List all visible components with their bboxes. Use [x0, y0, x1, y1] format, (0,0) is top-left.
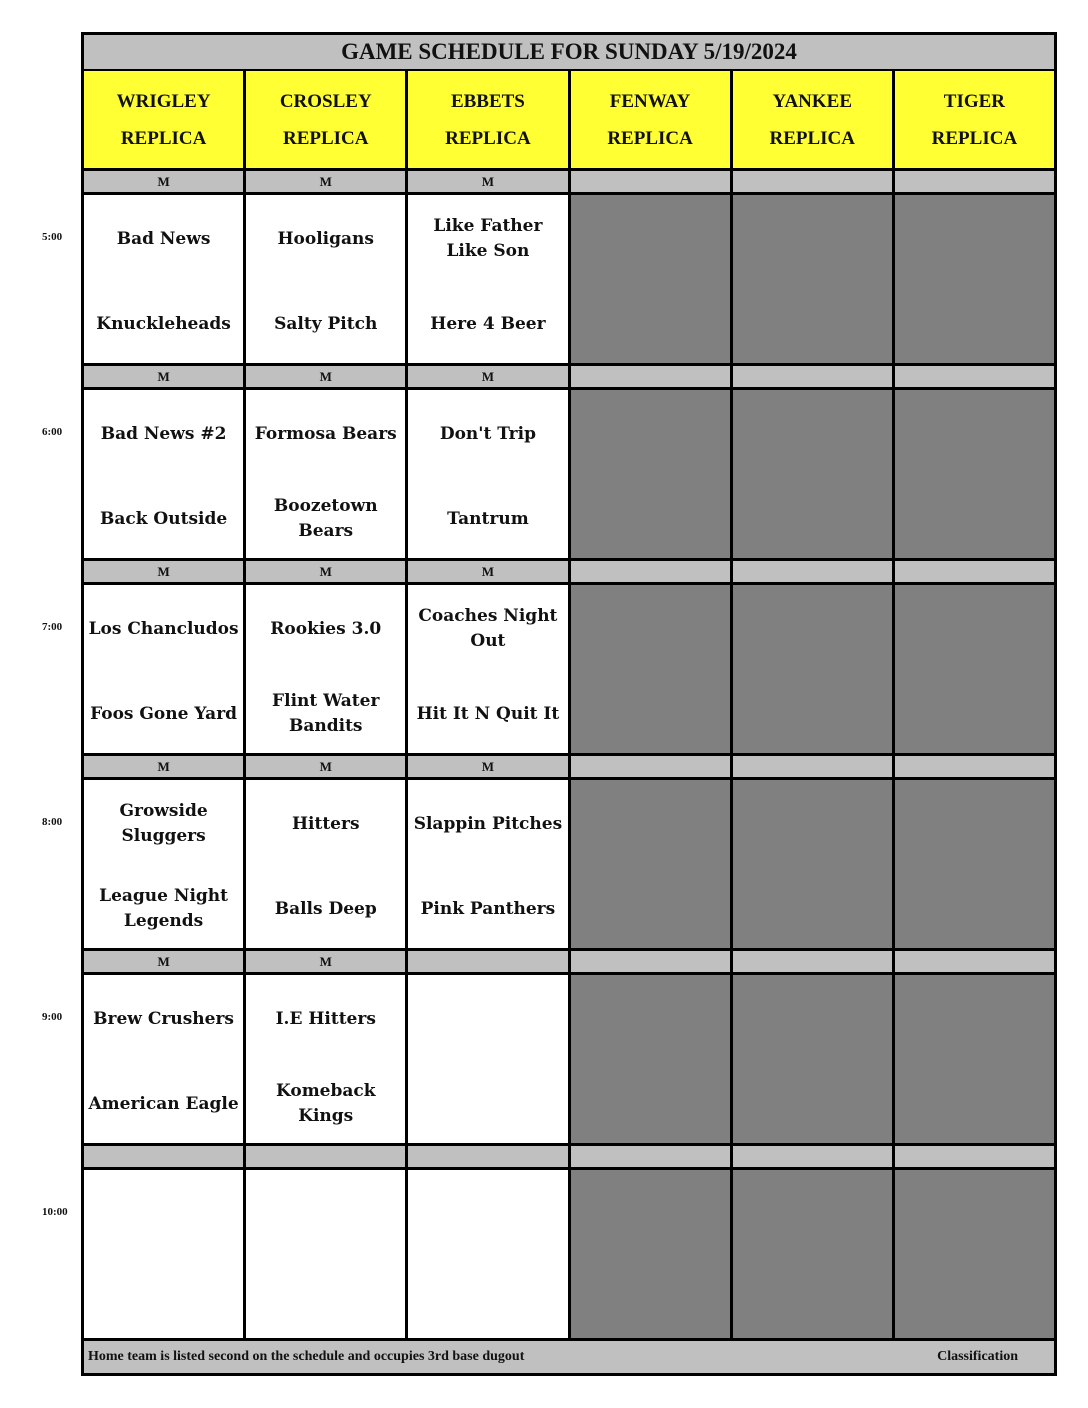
classification-strip	[571, 366, 730, 387]
time-label: 10:00	[42, 1206, 68, 1218]
footer-note: Home team is listed second on the schedule and occupies 3rd base dugout	[88, 1349, 525, 1364]
visiting-team: Like Father Like Son	[433, 216, 543, 261]
unused-field-cell	[733, 585, 892, 753]
schedule-title: GAME SCHEDULE FOR SUNDAY 5/19/2024	[84, 35, 1054, 71]
classification-strip: M	[408, 756, 567, 777]
visiting-team: Rookies 3.0	[270, 618, 382, 639]
home-team: Salty Pitch	[274, 313, 378, 334]
field-subtitle: REPLICA	[120, 127, 207, 149]
schedule-sheet	[81, 32, 1057, 1376]
classification-strip: M	[246, 756, 405, 777]
classification-strip: M	[246, 561, 405, 582]
game-cell	[408, 390, 567, 558]
classification-strip	[733, 951, 892, 972]
classification-strip: M	[246, 366, 405, 387]
classification-strip: M	[408, 561, 567, 582]
home-team: Pink Panthers	[420, 898, 556, 919]
home-team: League Night Legends	[99, 886, 229, 931]
visiting-team: Hitters	[291, 813, 360, 834]
field-subtitle: REPLICA	[282, 127, 369, 149]
visiting-team: Slappin Pitches	[413, 813, 563, 834]
game-cell	[246, 390, 405, 558]
classification-strip	[408, 1146, 567, 1167]
home-team	[410, 1074, 565, 1134]
field-header-yankee	[733, 71, 892, 168]
classification-strip	[408, 951, 567, 972]
field-subtitle: REPLICA	[931, 127, 1018, 149]
field-subtitle: REPLICA	[769, 127, 855, 149]
game-cell	[408, 585, 567, 753]
game-cell	[84, 780, 243, 948]
field-name: EBBETS	[450, 90, 525, 112]
visiting-team: Bad News	[116, 228, 211, 249]
field-name: CROSLEY	[279, 90, 372, 112]
classification-strip	[733, 756, 892, 777]
home-team: Back Outside	[99, 508, 228, 529]
unused-field-cell	[895, 975, 1054, 1143]
classification-strip: M	[408, 171, 567, 192]
home-team	[86, 1269, 241, 1329]
home-team: Komeback Kings	[275, 1081, 376, 1126]
classification-strip	[571, 756, 730, 777]
home-team: Here 4 Beer	[430, 313, 546, 334]
footer-classification-label: Classification	[937, 1349, 1018, 1364]
classification-strip	[571, 1146, 730, 1167]
home-team	[410, 1269, 565, 1329]
unused-field-cell	[571, 1170, 730, 1338]
field-header-wrigley	[84, 71, 243, 168]
field-subtitle: REPLICA	[607, 127, 693, 149]
unused-field-cell	[895, 780, 1054, 948]
game-cell	[408, 780, 567, 948]
visiting-team: Coaches Night Out	[418, 606, 558, 651]
classification-strip: M	[84, 171, 243, 192]
field-name: WRIGLEY	[116, 90, 211, 112]
unused-field-cell	[895, 390, 1054, 558]
unused-field-cell	[895, 195, 1054, 363]
game-cell	[246, 780, 405, 948]
field-name: YANKEE	[772, 90, 853, 112]
game-cell	[84, 390, 243, 558]
classification-strip	[571, 951, 730, 972]
unused-field-cell	[571, 390, 730, 558]
classification-strip	[733, 561, 892, 582]
classification-strip: M	[84, 951, 243, 972]
home-team: Balls Deep	[274, 898, 377, 919]
game-cell	[246, 975, 405, 1143]
unused-field-cell	[571, 195, 730, 363]
classification-strip	[895, 1146, 1054, 1167]
visiting-team: Brew Crushers	[93, 1008, 234, 1029]
classification-strip	[571, 171, 730, 192]
visiting-team	[248, 1184, 403, 1244]
game-cell	[246, 195, 405, 363]
classification-strip	[895, 561, 1054, 582]
classification-strip	[84, 1146, 243, 1167]
game-cell	[84, 195, 243, 363]
game-cell	[84, 1170, 243, 1338]
time-label: 7:00	[42, 621, 63, 633]
visiting-team	[410, 1184, 565, 1244]
home-team: Knuckleheads	[96, 313, 231, 334]
visiting-team	[86, 1184, 241, 1244]
visiting-team: Hooligans	[277, 228, 374, 249]
classification-strip: M	[408, 366, 567, 387]
classification-strip	[895, 366, 1054, 387]
home-team: Foos Gone Yard	[90, 703, 238, 724]
time-label: 6:00	[42, 426, 63, 438]
unused-field-cell	[733, 390, 892, 558]
classification-strip: M	[84, 366, 243, 387]
field-subtitle: REPLICA	[445, 127, 531, 149]
game-cell	[408, 195, 567, 363]
unused-field-cell	[895, 1170, 1054, 1338]
field-header-fenway	[571, 71, 730, 168]
time-label: 5:00	[42, 231, 63, 243]
home-team: American Eagle	[88, 1093, 239, 1114]
visiting-team: Growside Sluggers	[119, 801, 208, 846]
game-cell	[408, 975, 567, 1143]
classification-strip: M	[84, 756, 243, 777]
game-cell	[408, 1170, 567, 1338]
unused-field-cell	[895, 585, 1054, 753]
schedule-grid	[84, 71, 1054, 1338]
classification-strip: M	[246, 171, 405, 192]
home-team: Boozetown Bears	[273, 496, 378, 541]
classification-strip	[733, 171, 892, 192]
game-cell	[246, 1170, 405, 1338]
field-name: FENWAY	[609, 90, 691, 112]
visiting-team	[410, 989, 565, 1049]
unused-field-cell	[733, 1170, 892, 1338]
classification-strip: M	[246, 951, 405, 972]
home-team: Hit It N Quit It	[416, 703, 560, 724]
footer-bar	[84, 1338, 1054, 1373]
field-header-crosley	[246, 71, 405, 168]
unused-field-cell	[571, 975, 730, 1143]
home-team: Flint Water Bandits	[272, 691, 380, 736]
unused-field-cell	[733, 780, 892, 948]
unused-field-cell	[571, 780, 730, 948]
home-team	[248, 1269, 403, 1329]
classification-strip	[895, 951, 1054, 972]
classification-strip	[571, 561, 730, 582]
time-label: 8:00	[42, 816, 63, 828]
unused-field-cell	[571, 585, 730, 753]
classification-strip	[895, 171, 1054, 192]
classification-strip	[246, 1146, 405, 1167]
field-header-tiger	[895, 71, 1054, 168]
visiting-team: I.E Hitters	[275, 1008, 376, 1029]
classification-strip	[733, 1146, 892, 1167]
game-cell	[84, 585, 243, 753]
time-label: 9:00	[42, 1011, 63, 1023]
field-header-ebbets	[408, 71, 567, 168]
field-name: TIGER	[943, 90, 1006, 112]
visiting-team: Formosa Bears	[254, 423, 397, 444]
visiting-team: Los Chancludos	[88, 618, 239, 639]
classification-strip	[895, 756, 1054, 777]
game-cell	[246, 585, 405, 753]
classification-strip	[733, 366, 892, 387]
visiting-team: Don't Trip	[439, 423, 536, 444]
game-cell	[84, 975, 243, 1143]
unused-field-cell	[733, 195, 892, 363]
home-team: Tantrum	[447, 508, 529, 529]
unused-field-cell	[733, 975, 892, 1143]
visiting-team: Bad News #2	[100, 423, 227, 444]
classification-strip: M	[84, 561, 243, 582]
